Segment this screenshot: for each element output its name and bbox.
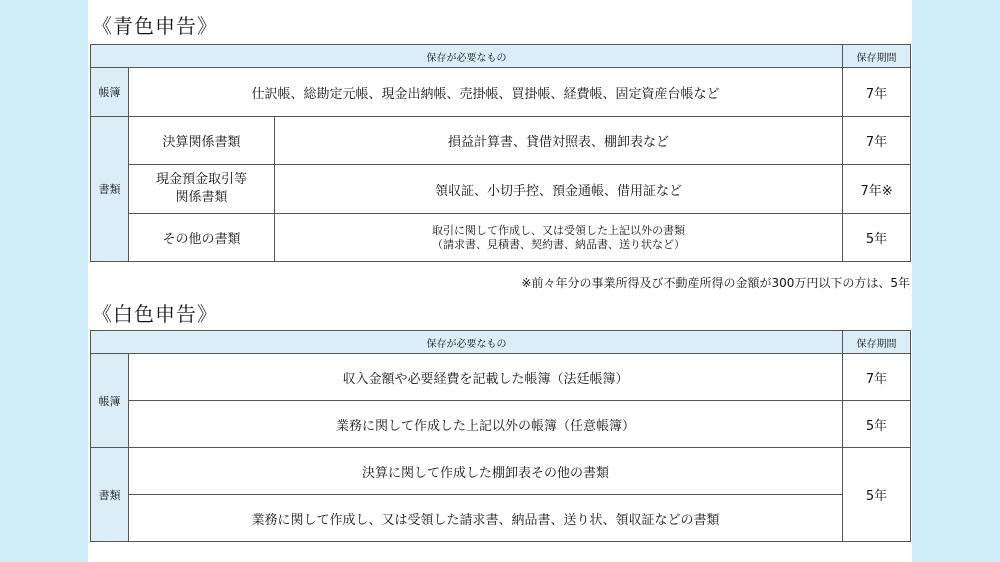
items-header: 保存が必要なもの bbox=[91, 45, 843, 68]
docs-category: 書類 bbox=[91, 117, 129, 262]
blue-return-title: 《青色申告》 bbox=[92, 14, 218, 38]
doc-items: 決算に関して作成した棚卸表その他の書類 bbox=[129, 448, 843, 495]
white-return-title: 《白色申告》 bbox=[92, 302, 218, 326]
book-period: 7年 bbox=[843, 354, 911, 401]
footnote: ※前々年分の事業所得及び不動産所得の金額が300万円以下の方は、5年 bbox=[521, 276, 910, 290]
books-items: 仕訳帳、総勘定元帳、現金出納帳、売掛帳、買掛帳、経費帳、固定資産台帳など bbox=[129, 68, 843, 117]
white-return-table bbox=[90, 330, 911, 542]
doc-type: 決算関係書類 bbox=[129, 117, 275, 165]
period-header: 保存期間 bbox=[843, 45, 911, 68]
book-items: 業務に関して作成した上記以外の帳簿（任意帳簿） bbox=[129, 401, 843, 448]
doc-items: 取引に関して作成し、又は受領した上記以外の書類 （請求書、見積書、契約書、納品書、送り状など） bbox=[275, 214, 843, 262]
doc-period: 7年 bbox=[843, 117, 911, 165]
book-period: 5年 bbox=[843, 401, 911, 448]
books-category: 帳簿 bbox=[91, 354, 129, 448]
docs-category: 書類 bbox=[91, 448, 129, 542]
docs-period: 5年 bbox=[843, 448, 911, 542]
doc-items: 損益計算書、貸借対照表、棚卸表など bbox=[275, 117, 843, 165]
books-period: 7年 bbox=[843, 68, 911, 117]
period-header: 保存期間 bbox=[843, 331, 911, 354]
book-items: 収入金額や必要経費を記載した帳簿（法廷帳簿） bbox=[129, 354, 843, 401]
books-category: 帳簿 bbox=[91, 68, 129, 117]
doc-type: 現金預金取引等 関係書類 bbox=[129, 165, 275, 214]
doc-items: 業務に関して作成し、又は受領した請求書、納品書、送り状、領収証などの書類 bbox=[129, 495, 843, 542]
doc-type: その他の書類 bbox=[129, 214, 275, 262]
doc-items: 領収証、小切手控、預金通帳、借用証など bbox=[275, 165, 843, 214]
doc-period: 5年 bbox=[843, 214, 911, 262]
blue-return-table bbox=[90, 44, 911, 262]
doc-period: 7年※ bbox=[843, 165, 911, 214]
items-header: 保存が必要なもの bbox=[91, 331, 843, 354]
